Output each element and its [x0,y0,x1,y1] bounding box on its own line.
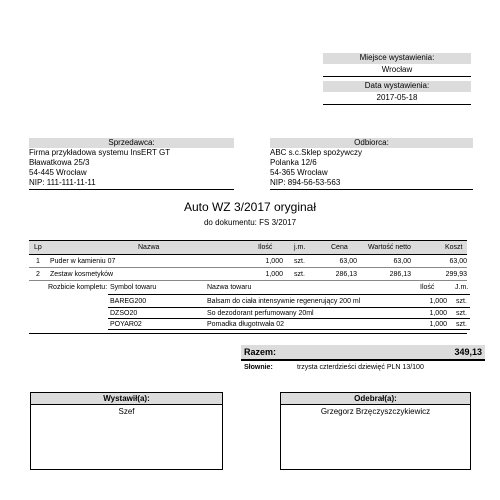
row-unit: szt. [294,271,305,278]
col-unit: j.m. [294,244,306,251]
breakdown-col-name: Nazwa towaru [207,284,252,291]
issued-by-box [30,392,223,470]
breakdown-col-qty: Ilość [420,284,435,291]
row-price: 63,00 [339,258,357,265]
breakdown-header-border [108,294,470,295]
row-divider [29,267,467,268]
received-by-name: Grzegorz Brzęczyszczykiewicz [320,407,431,416]
row-name: Zestaw kosmetyków [50,271,114,278]
place-value: Wrocław [381,65,413,74]
breakdown-name: Balsam do ciała intensywnie regenerujący 200 ml [207,298,361,305]
table-bottom-border [29,333,467,334]
document-reference: do dokumentu: FS 3/2017 [203,218,297,227]
total-words: trzysta czterdzieści dziewięć PLN 13/100 [297,364,424,371]
divider [323,104,471,105]
row-divider [29,280,467,281]
received-by-box [280,392,471,470]
total-divider [241,359,485,361]
buyer-city: 54-365 Wrocław [270,168,328,177]
divider [29,189,234,190]
row-qty: 1,000 [265,271,283,278]
seller-nip: NIP: 111-111-11-11 [29,178,96,187]
seller-address [29,148,234,188]
col-price: Cena [331,244,348,251]
date-value: 2017-05-18 [376,93,418,102]
buyer-street: Polanka 12/6 [270,158,317,167]
col-cost: Koszt [445,244,463,251]
row-net: 63,00 [393,258,411,265]
table-header-border [29,254,467,255]
breakdown-unit: szt. [456,310,467,317]
issued-by-label: Wystawił(a): [31,393,222,404]
breakdown-name: Pomadka długotrwała 02 [207,321,285,328]
row-price: 286,13 [335,271,357,278]
seller-street: Bławatkowa 25/3 [29,158,90,167]
col-name: Nazwa [138,244,160,251]
row-qty: 1,000 [265,258,283,265]
col-qty: Ilość [258,244,273,251]
buyer-name: ABC s.c.Sklep spożywczy [270,148,363,157]
table-top-border [29,240,467,241]
divider [323,76,471,77]
breakdown-unit: szt. [456,298,467,305]
seller-city: 54-445 Wrocław [29,168,87,177]
col-net: Wartość netto [368,244,411,251]
breakdown-col-unit: J.m. [455,284,469,291]
row-cost: 63,00 [449,258,467,265]
breakdown-qty: 1,000 [429,310,447,317]
document-title: Auto WZ 3/2017 oryginał [183,200,317,214]
row-lp: 1 [36,258,40,265]
total-label: Razem: [244,347,277,357]
row-name: Puder w kamieniu 07 [50,258,116,265]
issued-by-name: Szef [118,407,135,416]
breakdown-unit: szt. [456,321,467,328]
breakdown-name: So dezodorant perfumowany 20ml [207,310,314,317]
breakdown-col-symbol: Symbol towaru [110,284,157,291]
place-label: Miejsce wystawienia: [323,53,471,64]
seller-label: Sprzedawca: [29,138,234,148]
received-by-label: Odebrał(a): [281,393,470,404]
buyer-label: Odbiorca: [270,138,473,148]
buyer-nip: NIP: 894-56-53-563 [270,178,341,187]
breakdown-symbol: DZSO20 [110,310,138,317]
row-divider [108,318,470,319]
row-divider [108,307,470,308]
total-words-label: Słownie: [244,364,273,371]
breakdown-qty: 1,000 [429,298,447,305]
buyer-address [270,148,473,188]
row-cost: 299,93 [445,271,467,278]
seller-name: Firma przykładowa systemu InsERT GT [29,148,171,157]
total-value: 349,13 [454,347,482,357]
divider [270,189,473,190]
breakdown-qty: 1,000 [429,321,447,328]
breakdown-label: Rozbicie kompletu: [48,284,108,291]
date-label: Data wystawienia: [323,81,471,92]
breakdown-symbol: POYAR02 [110,321,142,328]
col-lp: Lp [34,244,42,251]
row-divider [108,329,470,330]
row-unit: szt. [294,258,305,265]
row-net: 286,13 [389,271,411,278]
row-lp: 2 [36,271,40,278]
breakdown-symbol: BAREG200 [110,298,147,305]
